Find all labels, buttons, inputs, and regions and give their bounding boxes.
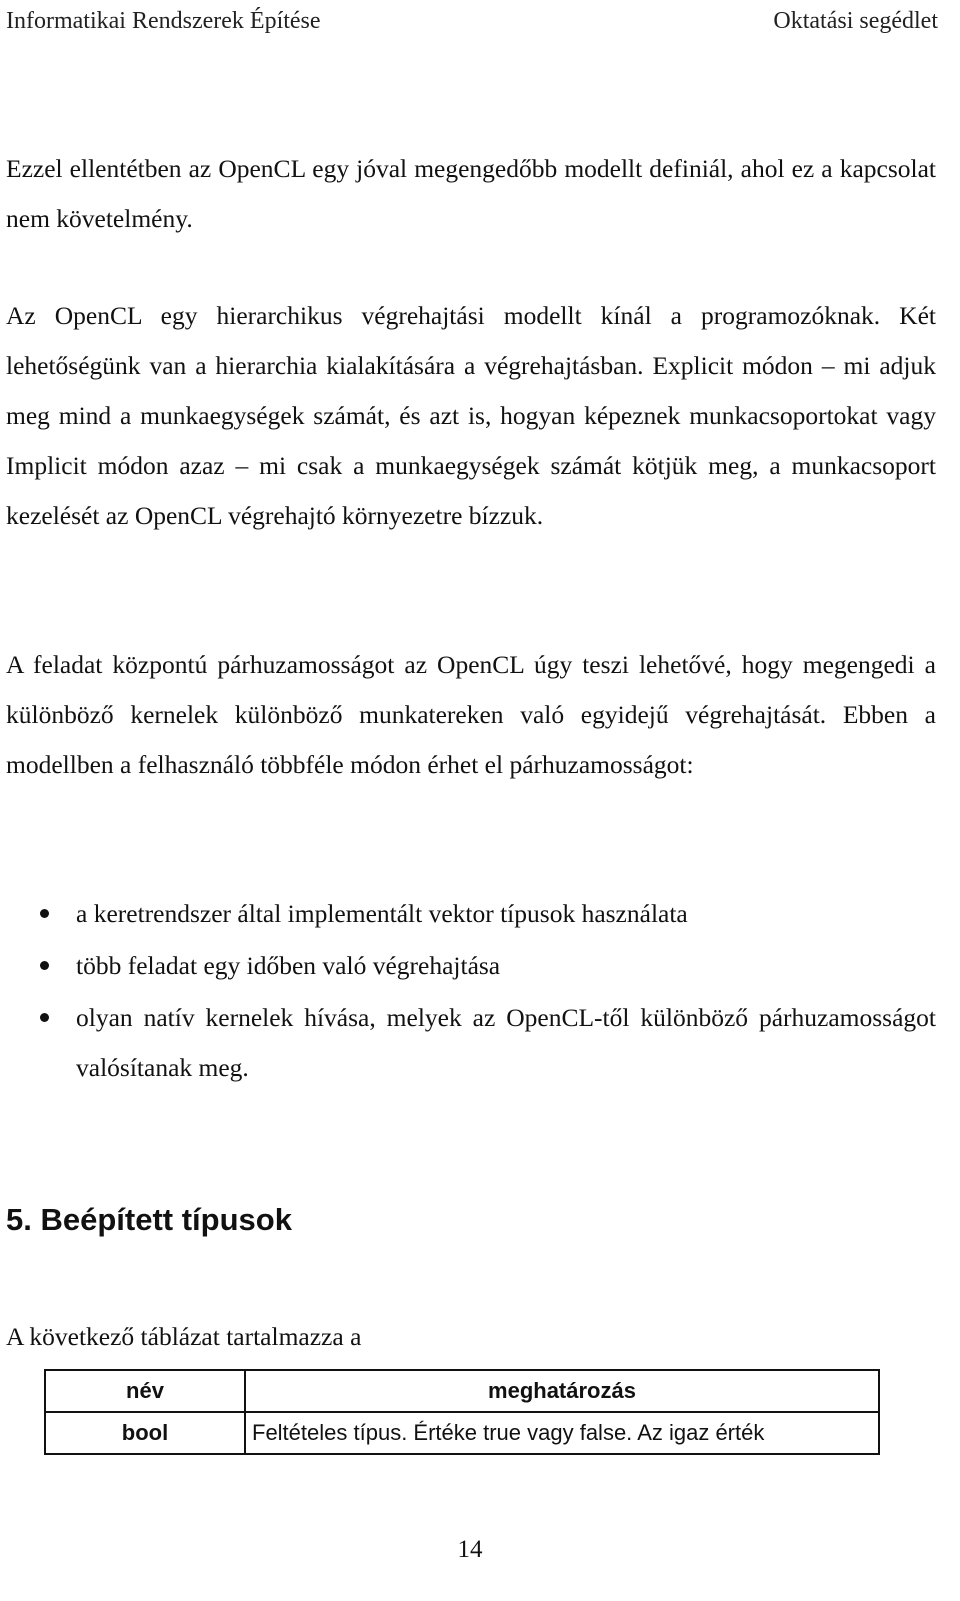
page-header — [6, 4, 938, 38]
list-item — [6, 941, 936, 991]
paragraph-3: A feladat központú párhuzamosságot az OpenCL úgy teszi lehetővé, hogy megengedi a különböző kernelek különböző munkatereken való egyidejű végrehajtását. Ebben a modellben a felhasználó többféle módon érhet el párhuzamosságot: — [6, 650, 936, 779]
header-title: Informatikai Rendszerek Építése — [6, 7, 321, 34]
paragraph-2: Az OpenCL egy hierarchikus végrehajtási modellt kínál a programozóknak. Két lehetőségünk van a hierarchia kialakítására a végrehajtásban. Explicit módon – mi adjuk meg mind a munkaegységek számát, és azt is, hogyan képeznek munkacsoportokat vagy Implicit módon azaz – mi csak a munkaegységek számát kötjük meg, a munkacsoport kezelését az OpenCL végrehajtó környezetre bízzuk. — [6, 301, 936, 530]
list-item-text: a keretrendszer által implementált vektor típusok használata — [76, 899, 688, 928]
column-header-name: név — [45, 1370, 245, 1412]
list-item — [6, 889, 936, 939]
bullet-icon — [40, 1013, 49, 1022]
list-item-text: több feladat egy időben való végrehajtása — [76, 951, 501, 980]
types-table — [44, 1369, 880, 1455]
header-subtitle: Oktatási segédlet — [773, 7, 938, 34]
column-header-definition: meghatározás — [245, 1370, 879, 1412]
table-cell-definition: Feltételes típus. Értéke true vagy false. Az igaz érték — [245, 1412, 879, 1454]
bullet-list — [6, 889, 936, 1095]
bullet-icon — [40, 961, 49, 970]
table-header-row — [45, 1370, 879, 1412]
table-cell-name: bool — [45, 1412, 245, 1454]
page-number: 14 — [457, 1536, 483, 1563]
section-heading: 5. Beépített típusok — [6, 1202, 292, 1237]
list-item-text: olyan natív kernelek hívása, melyek az OpenCL-től különböző párhuzamosságot valósítanak meg. — [76, 1003, 936, 1082]
section-intro: A következő táblázat tartalmazza a — [6, 1322, 362, 1351]
table-row — [45, 1412, 879, 1454]
list-item — [6, 993, 936, 1093]
bullet-icon — [40, 909, 49, 918]
paragraph-1: Ezzel ellentétben az OpenCL egy jóval megengedőbb modellt definiál, ahol ez a kapcsolat nem követelmény. — [6, 154, 936, 233]
